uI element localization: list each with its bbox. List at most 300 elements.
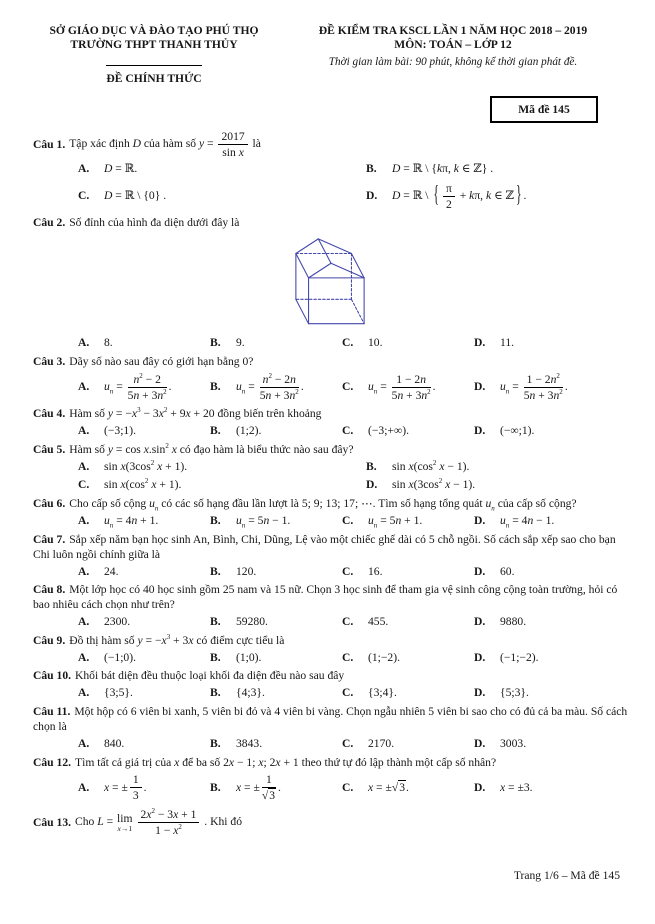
math-variable: n [290, 373, 296, 387]
math-variable: u [500, 514, 506, 528]
option-a [78, 651, 210, 666]
option-label: A. [78, 336, 90, 350]
option-label: C. [78, 478, 90, 492]
math-variable: u [500, 380, 506, 394]
option-d [474, 737, 631, 752]
math-variable: x [173, 808, 179, 822]
subscript [242, 388, 246, 396]
math-variable: n [553, 389, 560, 403]
question-number: Câu 1. [33, 137, 66, 151]
question-13 [33, 807, 631, 838]
fraction-denominator: 3 [132, 789, 139, 803]
option-body: (1;0). [236, 650, 262, 664]
option-a [78, 565, 210, 580]
math-variable: n [373, 521, 378, 530]
option-label: B. [210, 615, 221, 628]
option-d [474, 781, 631, 796]
option-label: A. [78, 780, 90, 794]
option-body: 9880. [500, 615, 527, 628]
question-number: Câu 3. [33, 355, 66, 369]
option-label: C. [342, 336, 354, 350]
math-variable: u [149, 497, 155, 511]
question-5 [33, 443, 631, 493]
option-label: A. [78, 423, 90, 437]
option-c [342, 565, 474, 580]
option-a [78, 615, 210, 630]
option-d [366, 181, 631, 212]
question-12 [33, 756, 631, 804]
polyhedron-figure [291, 234, 369, 329]
option-body: x = ± $\frac{1}{√3}$ . [236, 773, 281, 803]
math-variable: x [408, 459, 414, 473]
option-body: $\sin x(3\cos^2$ x − 1). [392, 477, 476, 492]
option-body: $u_n$ = $\frac{n^2 - 2n}{5n + 3n^2}$ . [236, 372, 304, 403]
option-body: 2170. [368, 736, 395, 750]
option-d [474, 514, 631, 529]
option-body: 2300. [104, 615, 131, 628]
header-left-block [33, 24, 275, 86]
option-b [210, 372, 342, 403]
math-variable: n [241, 521, 246, 530]
option-body: (−1;−2). [500, 650, 539, 664]
exam-code-row [33, 96, 631, 123]
option-a [78, 772, 210, 803]
subscript [155, 505, 159, 513]
fraction [392, 373, 431, 402]
math-variable: x [445, 478, 451, 492]
math-variable: u [485, 497, 492, 511]
option-label: A. [78, 686, 90, 700]
math-variable: n [131, 514, 138, 528]
option-label: C. [342, 780, 354, 794]
option-d [474, 686, 631, 701]
radical-sign: √ [261, 789, 269, 803]
limit-operator [117, 813, 132, 833]
option-c [78, 189, 366, 204]
math-variable: x [258, 755, 264, 769]
math-variable: D [104, 189, 113, 203]
math-variable: x [158, 407, 164, 421]
option-body: x = ±3. [500, 780, 533, 794]
option-body: 8. [104, 336, 113, 350]
math-variable: x [151, 478, 157, 492]
superscript: 2 [144, 477, 149, 486]
superscript: 2 [139, 372, 143, 381]
radicand: 3 [269, 789, 276, 803]
superscript: 2 [295, 388, 299, 397]
school-department: SỞ GIÁO DỤC VÀ ĐÀO TẠO PHÚ THỌ [49, 24, 259, 37]
math-variable: u [368, 380, 374, 394]
math-variable: x [157, 459, 163, 473]
superscript: 2 [151, 807, 155, 816]
subscript [506, 521, 510, 529]
fraction-denominator: sin x [222, 146, 244, 160]
option-label: C. [342, 514, 354, 528]
math-variable: n [505, 387, 510, 396]
math-variable: n [109, 387, 114, 396]
fraction [262, 773, 276, 802]
question-11 [33, 705, 631, 751]
option-body: $u_n$ = $\frac{1 - 2n^2}{5n + 3n^2}$ . [500, 372, 568, 403]
option-body: $u_n$ = $\frac{n^2 - 2}{5n + 3n^2}$ . [104, 372, 172, 403]
option-b [210, 772, 342, 803]
question-number: Câu 4. [33, 407, 66, 421]
option-a [78, 737, 210, 752]
option-b [210, 336, 342, 351]
option-b [210, 686, 342, 701]
subscript [374, 521, 378, 529]
option-label: D. [366, 478, 378, 492]
option-d [474, 372, 631, 403]
math-variable: x [171, 442, 177, 456]
option-label: C. [342, 686, 354, 700]
options-row [78, 336, 631, 351]
option-body: D = ℝ \ {kπ, k ∈ ℤ} . [392, 162, 494, 176]
question-stem: Câu 6. Cho cấp số cộng $u_n$ có các số hạng đầu lần lượt là 5; 9; 13; 17; ⋯. Tìm số hạng tổng quát $u_n$ của cấp số cộng? [33, 497, 577, 513]
option-b [210, 565, 342, 580]
question-stem: Câu 13. Cho L = lim x→1 $\frac{2x^2 - 3x + 1}{1 - x^2}$ . Khi đó [33, 807, 242, 838]
visible-edge [309, 263, 331, 278]
question-stem: Câu 12. Tìm tất cả giá trị của x để ba số 2x − 1; x; 2x + 1 theo thứ tự đó lập thành một cấp số nhân? [33, 755, 497, 769]
option-body: (−1;0). [104, 650, 136, 664]
question-stem: Câu 2. Số đỉnh của hình đa diện dưới đây là [33, 216, 240, 230]
option-label: C. [342, 736, 354, 750]
option-body: (1;2). [236, 423, 262, 437]
option-body: 9. [236, 336, 245, 350]
option-body: {5;3}. [500, 686, 529, 700]
option-d [474, 424, 631, 439]
big-brace: } [515, 181, 522, 208]
math-variable: n [154, 504, 159, 513]
math-variable: x [408, 478, 414, 492]
math-variable: n [265, 389, 272, 403]
math-variable: n [241, 387, 246, 396]
math-variable: L [97, 815, 104, 829]
option-label: B. [210, 686, 221, 700]
option-body: 11. [500, 336, 515, 350]
question-number: Câu 5. [33, 442, 66, 456]
fraction [218, 130, 247, 159]
subscript [506, 388, 510, 396]
math-variable: n [157, 389, 164, 403]
option-body: $u_n = 5n + 1$. [368, 514, 423, 530]
option-b [366, 460, 631, 475]
fraction [138, 808, 200, 837]
fraction-denominator: 2 [445, 198, 452, 212]
option-body: x = ± $\frac{1}{3}$ . [104, 773, 147, 803]
math-variable: n [420, 373, 427, 387]
fraction-numerator: 1 [262, 773, 276, 788]
option-body: x = ±√3. [368, 780, 409, 794]
option-body: (−3;+∞). [368, 423, 409, 437]
option-label: C. [342, 564, 354, 578]
question-7 [33, 533, 631, 579]
fraction-numerator: $n^2 - 2n$ [260, 373, 299, 388]
math-variable: x [146, 808, 152, 822]
option-c [342, 336, 474, 351]
subscript [110, 521, 114, 529]
fraction-denominator: $5n + 3n^2$ [127, 388, 167, 403]
fraction-denominator: $5n + 3n^2$ [259, 388, 299, 403]
option-label: A. [78, 514, 90, 528]
math-variable: x [188, 633, 194, 647]
question-number: Câu 10. [33, 669, 72, 683]
math-variable: y [107, 442, 114, 456]
option-body: 60. [500, 564, 515, 578]
math-variable: x [439, 459, 445, 473]
option-body: $u_n = 5n - 1$. [236, 514, 291, 530]
option-b [210, 737, 342, 752]
subscript [242, 521, 246, 529]
math-variable: x [238, 146, 244, 160]
fraction-denominator: $5n + 3n^2$ [523, 388, 563, 403]
math-variable: n [289, 389, 296, 403]
question-number: Câu 7. [33, 532, 66, 546]
question-4 [33, 407, 631, 439]
question-stem: Câu 5. Hàm số $y = \cos x.\sin^2$ x có đạo hàm là biểu thức nào sau đây? [33, 441, 354, 456]
options-row [78, 737, 631, 752]
superscript: 3 [166, 632, 171, 641]
superscript: 3 [137, 406, 141, 415]
option-c [342, 737, 474, 752]
math-variable: u [104, 380, 110, 394]
options-row [78, 686, 631, 701]
option-label: C. [342, 380, 354, 394]
visible-edge [296, 254, 309, 278]
option-body: (1;−2). [368, 650, 400, 664]
superscript: 2 [556, 372, 560, 381]
question-8 [33, 583, 631, 629]
math-variable: x [236, 780, 242, 794]
option-body: {3;4}. [368, 686, 397, 700]
option-body: D = ℝ. [104, 162, 138, 176]
superscript: 2 [163, 388, 167, 397]
option-label: D. [474, 423, 486, 437]
option-b [210, 615, 342, 630]
option-body: D = ℝ \ { $\frac{\pi}{2}$ + kπ, k ∈ ℤ } . [392, 181, 527, 212]
option-label: B. [366, 459, 377, 473]
question-number: Câu 12. [33, 755, 72, 769]
option-d [474, 615, 631, 630]
option-label: B. [210, 780, 221, 794]
option-label: C. [342, 650, 354, 664]
option-label: A. [78, 380, 90, 394]
official-exam-label: ĐỀ CHÍNH THỨC [106, 71, 202, 85]
option-label: C. [342, 423, 354, 437]
option-label: D. [474, 564, 486, 578]
math-variable: x [117, 824, 121, 834]
header-right-block [275, 24, 631, 86]
option-label: D. [474, 380, 486, 394]
fraction-numerator: $2x^2 - 3x + 1$ [138, 808, 200, 823]
math-variable: D [392, 162, 401, 176]
option-c [342, 781, 474, 796]
option-label: B. [210, 336, 221, 350]
option-body: (−∞;1). [500, 423, 535, 437]
math-variable: y [198, 137, 205, 151]
visible-edge [351, 254, 364, 278]
math-variable: n [133, 389, 140, 403]
math-variable: x [368, 780, 374, 794]
exam-code-box: Mã đề 145 [490, 96, 598, 123]
math-variable: n [397, 389, 404, 403]
option-c [78, 478, 366, 493]
question-stem: Câu 1. Tập xác định D của hàm số y = $\frac{2017}{\text{sin x}}$ là [33, 130, 261, 160]
option-a [78, 336, 210, 351]
math-variable: x [500, 780, 506, 794]
math-variable: n [529, 389, 536, 403]
superscript: 2 [268, 372, 272, 381]
question-number: Câu 6. [33, 497, 66, 511]
option-a [78, 514, 210, 529]
option-body: 59280. [236, 615, 268, 628]
option-label: D. [474, 336, 486, 350]
question-stem: Câu 11. Một hộp có 6 viên bi xanh, 5 viên bi đỏ và 4 viên bi vàng. Chọn ngẫu nhiên 5 viên bi sao cho có đủ cả ba màu. Số cách chọn là [33, 705, 628, 733]
subscript [374, 388, 378, 396]
question-2 [33, 216, 631, 351]
option-a [78, 424, 210, 439]
visible-edge [318, 239, 331, 263]
big-brace: { [433, 181, 439, 208]
option-label: A. [78, 459, 90, 473]
option-label: A. [78, 736, 90, 750]
options-row [78, 460, 631, 494]
options-row [78, 514, 631, 529]
exam-title: ĐỀ KIỂM TRA KSCL LẦN 1 NĂM HỌC 2018 – 2019 [318, 24, 588, 37]
hidden-edge [351, 299, 364, 323]
option-body: 3843. [236, 736, 263, 750]
question-9 [33, 634, 631, 666]
math-variable: n [421, 389, 428, 403]
math-variable: k [453, 162, 459, 176]
option-c [342, 686, 474, 701]
fraction [128, 373, 167, 402]
option-label: D. [474, 736, 486, 750]
math-variable: n [109, 521, 114, 530]
options-row [78, 565, 631, 580]
subscript [110, 388, 114, 396]
option-b [210, 651, 342, 666]
fraction-denominator: $1 - x^2$ [155, 823, 182, 838]
superscript: 2 [432, 458, 437, 467]
option-body: 24. [104, 564, 119, 578]
math-variable: u [104, 514, 110, 528]
subscript [491, 505, 495, 513]
option-body: {4;3}. [236, 686, 265, 700]
option-label: C. [342, 615, 354, 628]
math-variable: x [185, 407, 191, 421]
option-label: D. [474, 615, 486, 628]
fraction [443, 182, 455, 211]
superscript: 2 [438, 477, 443, 486]
option-label: B. [210, 564, 221, 578]
page-footer: Trang 1/6 – Mã đề 145 [513, 869, 620, 883]
math-variable: k [485, 189, 492, 203]
option-c [342, 372, 474, 403]
math-variable: D [132, 137, 142, 151]
option-body: 120. [236, 564, 257, 578]
option-body: D = ℝ \ {0} . [104, 189, 167, 203]
math-variable: y [137, 633, 143, 647]
math-variable: n [550, 373, 557, 387]
option-label: A. [78, 615, 90, 628]
fraction-numerator: $n^2 - 2$ [128, 373, 167, 388]
question-10 [33, 669, 631, 701]
question-stem: Câu 4. Hàm số $y = -x^3 - 3x^2 + 9x + 20$ đồng biến trên khoảng [33, 406, 322, 421]
math-variable: n [373, 387, 378, 396]
option-label: B. [210, 423, 221, 437]
options-row [78, 372, 631, 403]
option-a [78, 460, 366, 475]
option-d [474, 565, 631, 580]
option-label: A. [78, 650, 90, 664]
option-label: B. [210, 650, 221, 664]
question-stem: Câu 3. Dãy số nào sau đây có giới hạn bằng 0? [33, 355, 254, 369]
fraction [524, 373, 563, 402]
visible-edge [331, 263, 364, 278]
math-variable: x [131, 407, 138, 421]
question-stem: Câu 8. Một lớp học có 40 học sinh gồm 25 nam và 15 nữ. Chọn 3 học sinh để tham gia vệ sinh công cộng toàn trường, hỏi có bao nhiêu cách chọn như trên? [33, 583, 618, 612]
option-body: 16. [368, 564, 383, 578]
option-label: A. [78, 162, 90, 176]
header-divider-line [106, 64, 202, 66]
option-a [78, 686, 210, 701]
options-row [78, 162, 631, 212]
options-row [78, 615, 631, 630]
exam-duration: Thời gian làm bài: 90 phút, không kể thời gian phát đề. [328, 55, 578, 68]
math-variable: n [133, 373, 140, 387]
question-1 [33, 129, 631, 212]
option-label: D. [474, 780, 486, 794]
radical-sign: √ [391, 780, 399, 794]
question-stem: Câu 9. Đồ thị hàm số $y = -x^3 + 3x$ có điểm cực tiểu là [33, 632, 285, 647]
radicand: 3 [399, 780, 406, 794]
question-number: Câu 11. [33, 705, 71, 719]
option-body: $u_n = 4n - 1$. [500, 514, 555, 530]
option-label: B. [366, 162, 377, 176]
figure-wrapper [291, 234, 631, 333]
math-variable: u [236, 380, 242, 394]
option-body: {3;5}. [104, 686, 133, 700]
fraction-denominator: $5n + 3n^2$ [391, 388, 431, 403]
math-variable: n [491, 504, 495, 513]
option-label: A. [78, 564, 90, 578]
math-variable: x [275, 755, 281, 769]
option-body: 455. [368, 615, 389, 628]
math-variable: n [527, 514, 534, 528]
option-body: (−3;1). [104, 423, 136, 437]
limit-subscript: x→1 [117, 824, 133, 834]
fraction-numerator: 1 [130, 773, 142, 788]
superscript: 2 [163, 406, 168, 415]
option-body: 840. [104, 736, 125, 750]
fraction [130, 773, 142, 802]
fraction-numerator: 2017 [218, 130, 247, 145]
math-variable: k [436, 162, 443, 176]
superscript: 2 [178, 823, 182, 832]
questions-list [33, 129, 631, 838]
question-stem: Câu 7. Sắp xếp năm bạn học sinh An, Bình, Chi, Dũng, Lệ vào một chiếc ghế dài có 5 chỗ ngồi. Số cách sắp xếp sao cho bạn Chi luôn ngồi chính giữa là [33, 532, 616, 561]
option-body: $\sin x(\cos^2$ x + 1). [104, 477, 182, 492]
math-variable: x [104, 780, 110, 794]
square-root [392, 780, 406, 794]
option-label: D. [474, 514, 486, 528]
math-variable: u [368, 514, 374, 528]
question-number: Câu 9. [33, 633, 66, 647]
math-variable: n [395, 514, 402, 528]
visible-edge [296, 239, 318, 254]
math-variable: D [392, 189, 401, 203]
